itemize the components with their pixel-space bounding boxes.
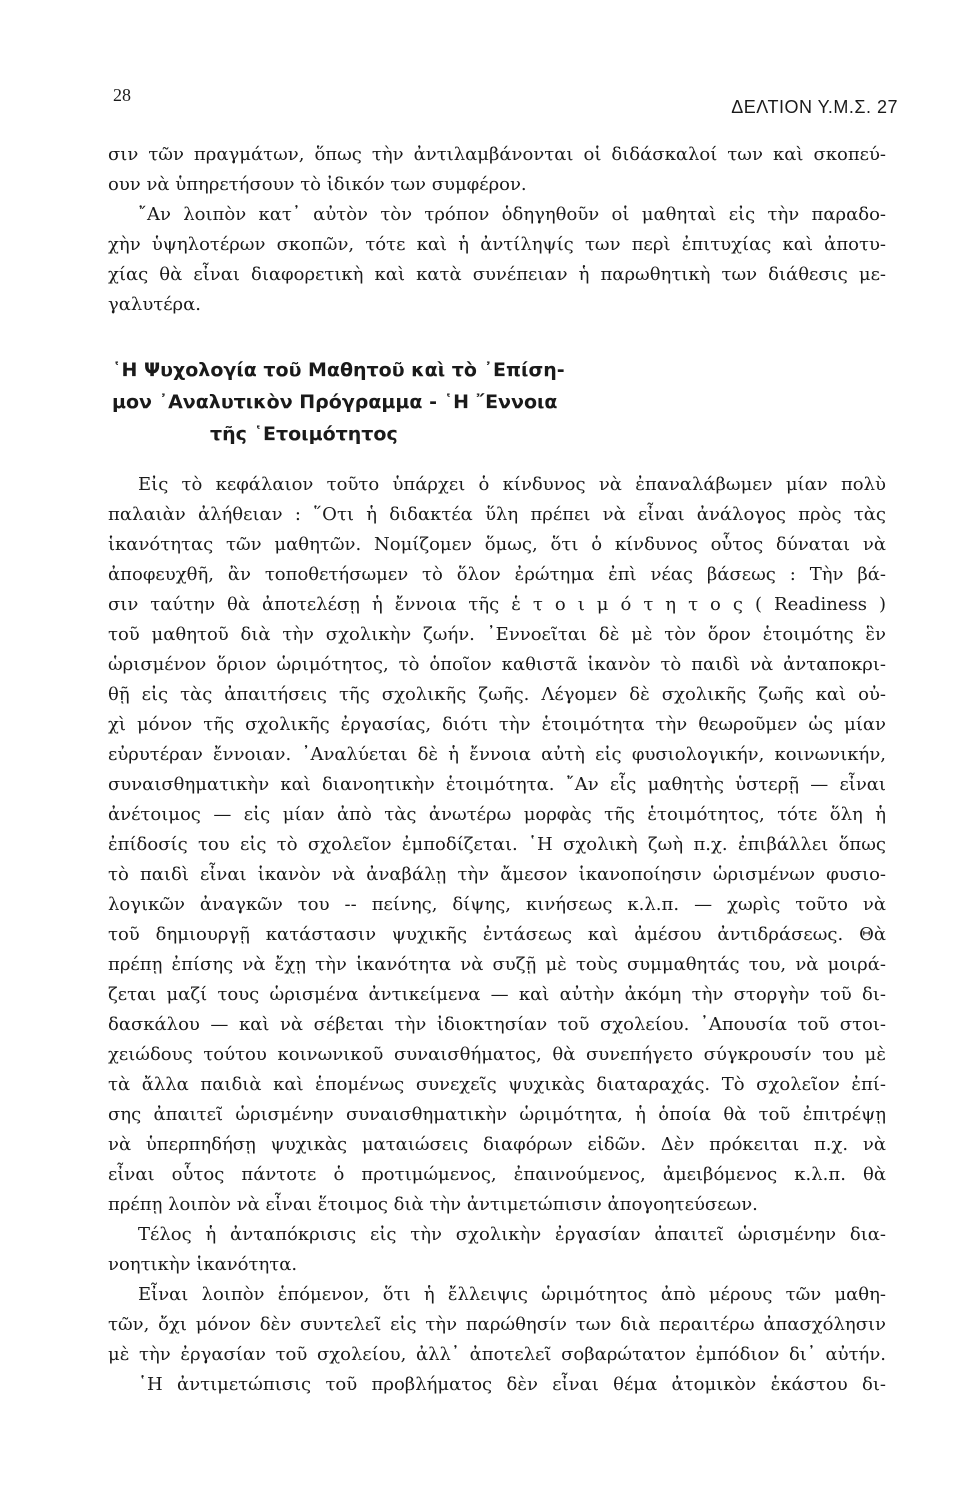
text-line: τὸ παιδὶ εἶναι ἱκανὸν νὰ ἀναβάλῃ τὴν ἄμεσον ἱκανοποίησιν ὡρισμένων φυσιο- <box>108 864 886 885</box>
text-line: χὶ μόνον τῆς σχολικῆς ἐργασίας, διότι τὴν ἑτοιμότητα τὴν θεωροῦμεν ὡς μίαν <box>108 714 886 735</box>
text-line: χίας θὰ εἶναι διαφορετικὴ καὶ κατὰ συνέπειαν ἡ παρωθητικὴ των διάθεσις με- <box>108 264 886 285</box>
text-line: σης ἀπαιτεῖ ὡρισμένην συναισθηματικὴν ὡριμότητα, ἡ ὁποία θὰ τοῦ ἐπιτρέψῃ <box>108 1104 886 1125</box>
text-line: νὰ ὑπερπηδήσῃ ψυχικὰς ματαιώσεις διαφόρων εἰδῶν. Δὲν πρόκειται π.χ. νὰ <box>108 1134 886 1155</box>
text-line: δασκάλου — καὶ νὰ σέβεται τὴν ἰδιοκτησίαν τοῦ σχολείου. ᾽Απουσία τοῦ στοι- <box>108 1014 886 1035</box>
text-line: τὰ ἄλλα παιδιὰ καὶ ἑπομένως συνεχεῖς ψυχικὰς διαταραχάς. Τὸ σχολεῖον ἐπί- <box>108 1074 886 1095</box>
text-line: χὴν ὑψηλοτέρων σκοπῶν, τότε καὶ ἡ ἀντίληψίς των περὶ ἐπιτυχίας καὶ ἀποτυ- <box>108 234 886 255</box>
text-line: ἀνέτοιμος — εἰς μίαν ἀπὸ τὰς ἀνωτέρω μορφὰς τῆς ἑτοιμότητος, τότε ὅλη ἡ <box>108 804 886 825</box>
text-line: ζεται μαζί τους ὡρισμένα ἀντικείμενα — καὶ αὐτὴν ἀκόμη τὴν στοργὴν τοῦ δι- <box>108 984 886 1005</box>
text-line: Τέλος ἡ ἀνταπόκρισις εἰς τὴν σχολικὴν ἐργασίαν ἀπαιτεῖ ὡρισμένην δια- <box>138 1224 886 1245</box>
text-line: γαλυτέρα. <box>108 294 202 315</box>
text-line: ῾Η ἀντιμετώπισις τοῦ προβλήματος δὲν εἶναι θέμα ἀτομικὸν ἑκάστου δι- <box>138 1374 886 1395</box>
text-line: ῎Αν λοιπὸν κατ᾽ αὐτὸν τὸν τρόπον ὁδηγηθοῦν οἱ μαθηταὶ εἰς τὴν παραδο- <box>138 204 886 225</box>
text-line: ἀποφευχθῆ, ἂν τοποθετήσωμεν τὸ ὅλον ἐρώτημα ἐπὶ νέας βάσεως : Τὴν βά- <box>108 564 886 585</box>
running-head: ΔΕΛΤΙΟΝ Υ.Μ.Σ. 27 <box>731 97 898 117</box>
text-line: χειώδους τούτου κοινωνικοῦ συναισθήματος, θὰ συνεπήγετο σύγκρουσίν του μὲ <box>108 1044 886 1065</box>
text-line: τῶν, ὄχι μόνον δὲν συντελεῖ εἰς τὴν παρώθησίν των διὰ περαιτέρω ἀπασχόλησιν <box>108 1314 886 1335</box>
text-line: μὲ τὴν ἐργασίαν τοῦ σχολείου, ἀλλ᾽ ἀποτελεῖ σοβαρώτατον ἐμπόδιον δι᾽ αὐτήν. <box>108 1344 886 1365</box>
text-line: πρέπῃ ἐπίσης νὰ ἔχῃ τὴν ἱκανότητα νὰ συζῇ μὲ τοὺς συμμαθητάς του, νὰ μοιρά- <box>108 954 886 975</box>
heading-line: τῆς ῾Ετοιμότητος <box>210 423 398 445</box>
text-line: ὡρισμένον ὅριον ὡριμότητος, τὸ ὁποῖον καθιστᾶ ἱκανὸν τὸ παιδὶ νὰ ἀνταποκρι- <box>108 654 886 675</box>
text-line: ἱκανότητας τῶν μαθητῶν. Νομίζομεν ὅμως, ὅτι ὁ κίνδυνος οὗτος δύναται νὰ <box>108 534 886 555</box>
text-line: συναισθηματικὴν καὶ διανοητικὴν ἑτοιμότητα. ῎Αν εἷς μαθητὴς ὑστερῇ — εἶναι <box>108 774 886 795</box>
page-number: 28 <box>113 85 131 105</box>
text-line: νοητικὴν ἱκανότητα. <box>108 1254 298 1275</box>
intro-paragraph <box>108 140 886 320</box>
text-line: σιν ταύτην θὰ ἀποτελέσῃ ἡ ἔννοια τῆς ἑ τ ο ι μ ό τ η τ ο ς ( Readiness ) <box>108 594 886 615</box>
text-line: τοῦ μαθητοῦ διὰ τὴν σχολικὴν ζωήν. ᾽Εννοεῖται δὲ μὲ τὸν ὅρον ἑτοιμότης ἓν <box>108 624 886 645</box>
heading-line: μον ᾽Αναλυτικὸν Πρόγραμμα - ῾Η ῎Εννοια <box>112 391 558 413</box>
body-paragraphs <box>108 470 886 1400</box>
text-line: λογικῶν ἀναγκῶν του -- πείνης, δίψης, κινήσεως κ.λ.π. — χωρὶς τοῦτο νὰ <box>108 894 886 915</box>
text-line: Εἶναι λοιπὸν ἑπόμενον, ὅτι ἡ ἔλλειψις ὡριμότητος ἀπὸ μέρους τῶν μαθη- <box>138 1284 886 1305</box>
text-line: ἐπίδοσίς του εἰς τὸ σχολεῖον ἐμποδίζεται. ῾Η σχολικὴ ζωὴ π.χ. ἐπιβάλλει ὅπως <box>108 834 886 855</box>
text-line: πρέπῃ λοιπὸν νὰ εἶναι ἕτοιμος διὰ τὴν ἀντιμετώπισιν ἀπογοητεύσεων. <box>108 1194 758 1215</box>
text-line: σιν τῶν πραγμάτων, ὅπως τὴν ἀντιλαμβάνονται οἱ διδάσκαλοί των καὶ σκοπεύ- <box>108 144 886 165</box>
text-line: θῇ εἰς τὰς ἀπαιτήσεις τῆς σχολικῆς ζωῆς. Λέγομεν δὲ σχολικῆς ζωῆς καὶ οὐ- <box>108 684 886 705</box>
text-line: τοῦ δημιουργῇ κατάστασιν ψυχικῆς ἐντάσεως καὶ ἀμέσου ἀντιδράσεως. Θὰ <box>108 924 886 945</box>
text-line: εὐρυτέραν ἔννοιαν. ᾽Αναλύεται δὲ ἡ ἔννοια αὐτὴ εἰς φυσιολογικήν, κοινωνικήν, <box>108 744 886 765</box>
section-heading <box>112 354 712 450</box>
text-line: εἶναι οὗτος πάντοτε ὁ προτιμώμενος, ἐπαινούμενος, ἀμειβόμενος κ.λ.π. θὰ <box>108 1164 886 1185</box>
text-line: ουν νὰ ὑπηρετήσουν τὸ ἰδικόν των συμφέρον. <box>108 174 527 195</box>
text-line: Εἰς τὸ κεφάλαιον τοῦτο ὑπάρχει ὁ κίνδυνος νὰ ἐπαναλάβωμεν μίαν πολὺ <box>138 474 886 495</box>
heading-line: ῾Η Ψυχολογία τοῦ Μαθητοῦ καὶ τὸ ᾽Επίση- <box>112 359 565 381</box>
text-line: παλαιὰν ἀλήθειαν : ῞Οτι ἡ διδακτέα ὕλη πρέπει νὰ εἶναι ἀνάλογος πρὸς τὰς <box>108 504 886 525</box>
